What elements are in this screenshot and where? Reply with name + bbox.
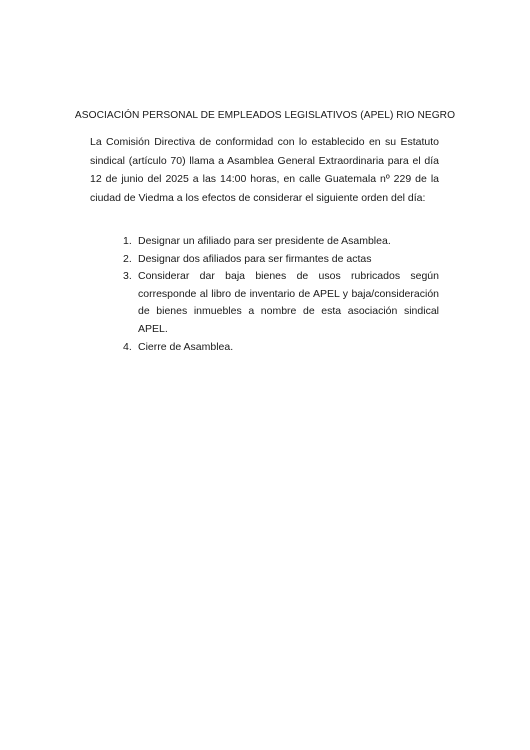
document-title: ASOCIACIÓN PERSONAL DE EMPLEADOS LEGISLATIVOS (APEL) RIO NEGRO: [74, 110, 456, 121]
list-item: [109, 233, 439, 251]
list-item-number: 1.: [123, 235, 132, 247]
list-item: [109, 268, 439, 338]
agenda-list: [109, 233, 439, 356]
list-item-number: 4.: [123, 340, 132, 353]
list-item-text: Cierre de Asamblea.: [138, 340, 234, 353]
list-item-text: Considerar dar baja bienes de usos rubricados según corresponde al libro de inventario de APEL y baja/consideración de bienes inmuebles a nombre de esta asociación sindical APEL.: [138, 270, 439, 335]
list-item-number: 2.: [123, 252, 132, 265]
list-item-number: 3.: [123, 270, 132, 283]
list-item-text: Designar un afiliado para ser presidente de Asamblea.: [138, 235, 391, 247]
intro-paragraph: La Comisión Directiva de conformidad con lo establecido en su Estatuto sindical (artículo 70) llama a Asamblea General Extraordinaria para el día 12 de junio del 2025 a las 14:00 horas, en calle Guatemala nº 229 de la ciudad de Viedma a los efectos de considerar el siguiente orden del día:: [90, 136, 439, 204]
list-item: [109, 339, 439, 357]
list-item-text: Designar dos afiliados para ser firmantes de actas: [138, 252, 372, 265]
list-item: [109, 251, 439, 269]
